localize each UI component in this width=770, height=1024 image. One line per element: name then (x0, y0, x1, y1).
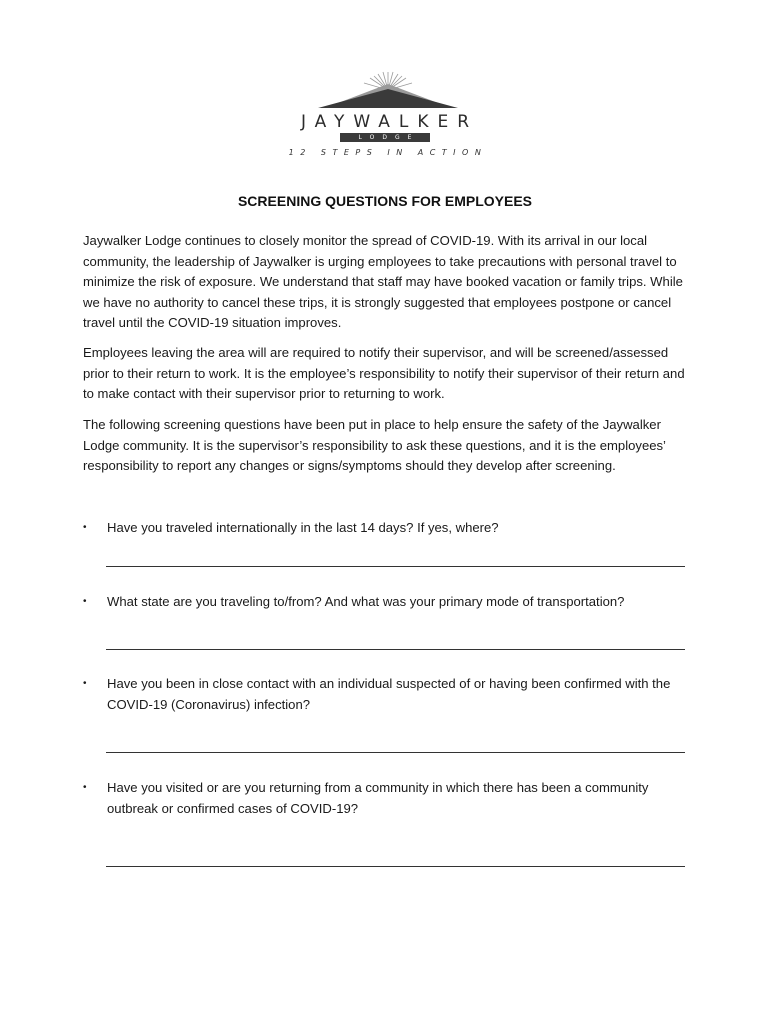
screening-paragraph: The following screening questions have been put in place to help ensure the safety of the Jaywalker Lodge community. It is the supervisor’s responsibility to ask these questions, and it is the employees’ responsibility to report any changes or signs/symptoms should they develop after screening. (83, 417, 666, 473)
logo-tagline: 12 STEPS IN ACTION (288, 148, 488, 157)
question-text: Have you been in close contact with an individual suspected of or having been confirmed with the COVID-19 (Coronavirus) infection? (107, 676, 671, 712)
answer-line[interactable] (106, 752, 685, 753)
bullet-icon: • (83, 678, 87, 689)
intro-paragraph: Jaywalker Lodge continues to closely monitor the spread of COVID-19. With its arrival in our local community, the leadership of Jaywalker is urging employees to take precautions with personal travel to minimize the risk of exposure. We understand that staff may have booked vacation or family trips. While we have no authority to cancel these trips, it is strongly suggested that employees postpone or cancel travel until the COVID-19 situation improves. (83, 233, 683, 330)
logo-subtitle: LODGE (340, 133, 430, 142)
bullet-icon: • (83, 596, 87, 607)
bullet-icon: • (83, 522, 87, 533)
answer-line[interactable] (106, 866, 685, 867)
question-text: What state are you traveling to/from? And what was your primary mode of transportation? (107, 594, 625, 609)
answer-line[interactable] (106, 566, 685, 567)
question-text: Have you traveled internationally in the last 14 days? If yes, where? (107, 520, 499, 535)
notification-paragraph: Employees leaving the area will are required to notify their supervisor, and will be screened/assessed prior to their return to work. It is the employee’s responsibility to notify their supervisor of their return and to make contact with their supervisor prior to returning to work. (83, 345, 685, 401)
answer-line[interactable] (106, 649, 685, 650)
jaywalker-logo (270, 70, 500, 165)
document-title: SCREENING QUESTIONS FOR EMPLOYEES (237, 193, 533, 209)
bullet-icon: • (83, 782, 87, 793)
logo-wordmark: JAYWALKER (300, 112, 479, 132)
question-text: Have you visited or are you returning from a community in which there has been a community outbreak or confirmed cases of COVID-19? (107, 780, 649, 816)
mountain-sunburst-icon (270, 70, 500, 115)
